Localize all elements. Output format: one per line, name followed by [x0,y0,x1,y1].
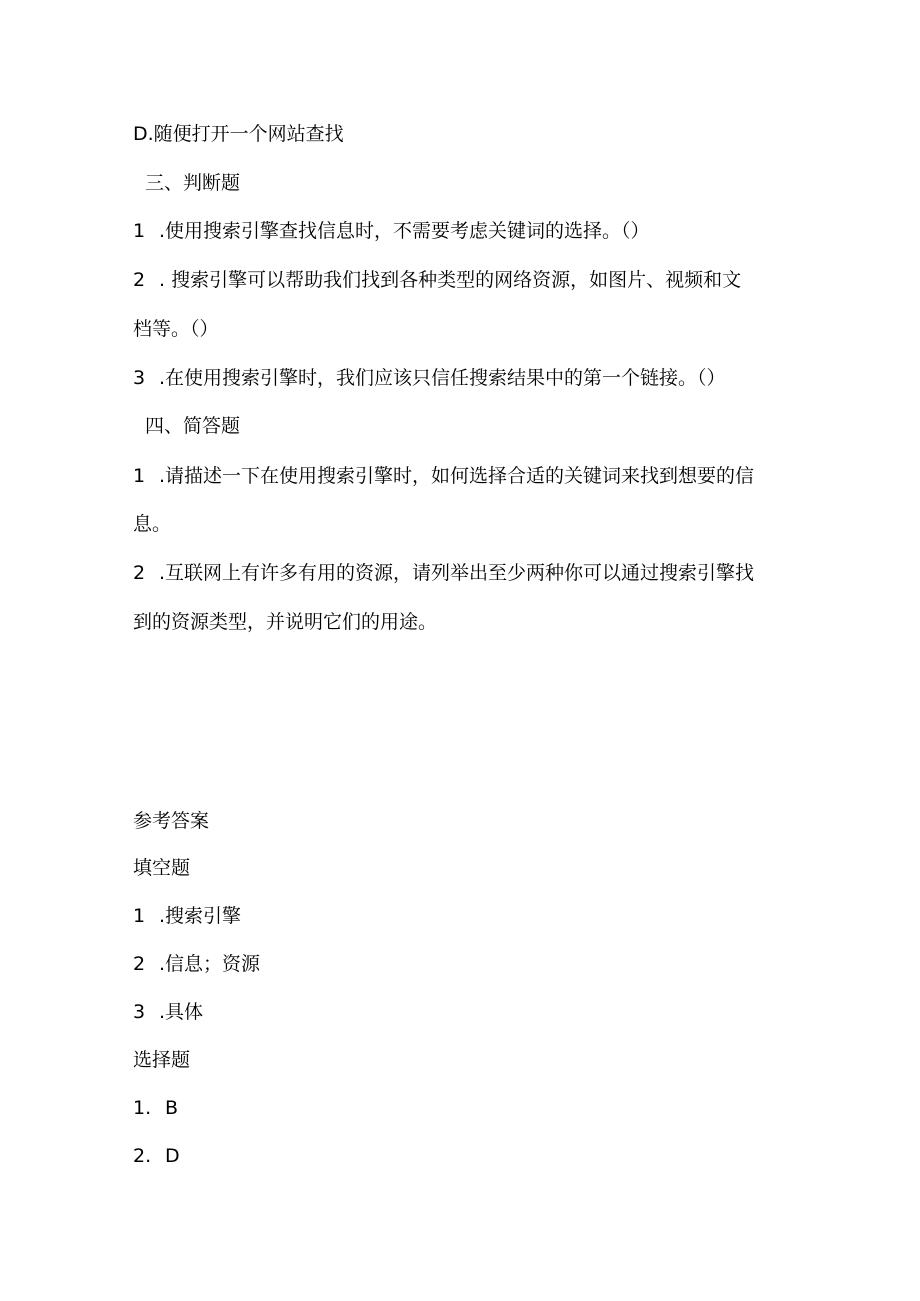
short-answer-heading: 四、简答题 [145,415,241,437]
item-number: 2 [133,269,146,291]
choice-answer-1 [133,1096,178,1120]
short-answer-item-2 [133,561,754,585]
fill-answer-3 [133,1000,203,1024]
choice-answer-2 [133,1144,180,1168]
item-number: 3 [133,1001,146,1023]
item-text: .在使用搜索引擎时，我们应该只信任搜索结果中的第一个链接。（） [159,367,726,389]
item-text: .信息；资源 [159,953,261,975]
item-text: .互联网上有许多有用的资源，请列举出至少两种你可以通过搜索引擎找 [159,562,755,584]
item-text: .请描述一下在使用搜索引擎时，如何选择合适的关键词来找到想要的信 [159,465,755,487]
item-text: .具体 [159,1001,204,1023]
judgment-item-3 [133,366,726,390]
item-number: 1. [133,1097,152,1119]
item-number: 3 [133,367,146,389]
short-answer-item-1-continued: 息。 [133,513,172,535]
short-answer-item-1 [133,464,754,488]
fill-answer-2 [133,952,260,976]
judgment-heading: 三、判断题 [145,172,241,194]
item-number: 1 [133,220,146,242]
item-number: 2. [133,1145,152,1167]
answers-title: 参考答案 [133,810,210,832]
fill-heading: 填空题 [133,857,191,879]
judgment-item-2-continued: 档等。（） [133,318,219,340]
item-number: 1 [133,465,146,487]
choice-heading: 选择题 [133,1049,191,1071]
question-d-option: D.随便打开一个网站查找 [133,123,344,145]
item-text: B [165,1097,179,1119]
judgment-item-1 [133,219,650,243]
short-answer-item-2-continued: 到的资源类型，并说明它们的用途。 [133,611,438,633]
fill-answer-1 [133,904,241,928]
item-text: .使用搜索引擎查找信息时，不需要考虑关键词的选择。（） [159,220,650,242]
item-number: 2 [133,953,146,975]
item-text: D [165,1145,180,1167]
judgment-item-2 [133,268,741,292]
item-text: . 搜索引擎可以帮助我们找到各种类型的网络资源，如图片、视频和文 [159,269,742,291]
item-number: 2 [133,562,146,584]
item-number: 1 [133,905,146,927]
item-text: .搜索引擎 [159,905,242,927]
